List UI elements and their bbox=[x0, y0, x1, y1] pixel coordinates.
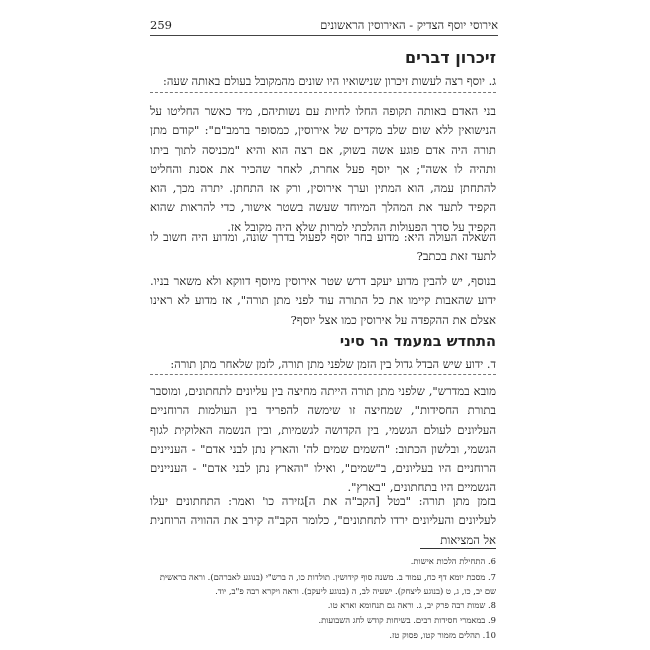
running-header bbox=[150, 17, 498, 35]
footnote-6: 6. התחילת הלכות אישות. bbox=[410, 556, 496, 566]
footnote-9: 9. במאמרי חסידות רבים. בשיחות קודש לחג השבועות. bbox=[318, 615, 496, 625]
paragraph-2: השאלה העולה היא: מדוע בחר יוסף לפעול בדרך שונה, ומדוע היה חשוב לו לתעד זאת בכתב? bbox=[150, 230, 496, 264]
page-number: 259 bbox=[150, 18, 172, 32]
question-divider bbox=[150, 92, 496, 93]
footnote-8: 8. שמות רבה פרק יב, ג. וראה גם תנחומא וארא טו. bbox=[327, 600, 496, 610]
paragraph-1: בני האדם באותה תקופה החלו לחיות עם נשותיהם, מיד כאשר החליטו על הנישואין ללא שום שלב מקדים של אירוסין, כמסופר ברמב"ם": "קודם מתן תורה היה אדם פוגע אשה בשוק, אם רצה הוא והיא "מכניסה לתוך ביתו ותהיה לו אשה"; אך יוסף פעל אחרת, לאחר שהכיר את אסנת והחליט להתחתן עמה, הוא המתין וערך אירוסין, ורק אז התחתן. יתרה מכך, הוא הקפיד לתעד את המהלך המיוחד שעשה בשטר אישור, כדי להראות שהוא הקפיד על סדר הפעולות ההלכתי למרות שלא היה מקובל אז. bbox=[150, 104, 496, 234]
paragraph-5: בזמן מתן תורה: "בטל [הקב"ה את ה]גזירה כו' ואמר: התחתונים יעלו לעליונים והעליונים ירדו לתחתונים", כלומר הקב"ה קירב את ההוויה הרוחנית אל המציאות bbox=[150, 494, 496, 547]
header-divider bbox=[150, 35, 498, 36]
paragraph-4: מובא במדרש", שלפני מתן תורה הייתה מחיצה בין עליונים לתחתונים, ומוסבר בתורת החסידות", שמחיצה זו שימשה להפריד בין העולמות הרוחניים העליונים לעולם הגשמי, בין הקדושה לגשמיות, ובין הנשמה האלוקית לגוף הגשמי, ובלשון הכתוב: "השמים שמים לה' והארץ נתן לבני אדם" - העניינים הרוחניים היו בעליונים, ב"שמים", ואילו "והארץ נתן לבני אדם" - העניינים הגשמיים היו בתחתונים, "בארץ". bbox=[150, 384, 496, 495]
footnote-divider bbox=[420, 548, 496, 549]
section-heading-sinai: התחדש במעמד הר סיני bbox=[339, 334, 496, 350]
section-question-g: ג. יוסף רצה לעשות זיכרון שנישואיו היו שונים מהמקובל בעולם באותה שעה: bbox=[163, 74, 496, 88]
question-divider bbox=[150, 374, 496, 375]
section-question-d: ד. ידוע שיש הבדל גדול בין הזמן שלפני מתן תורה, לזמן שלאחר מתן תורה: bbox=[170, 357, 496, 371]
running-header-title: אירוסי יוסף הצדיק - האירוסין הראשונים bbox=[320, 18, 498, 32]
paragraph-3: בנוסף, יש להבין מדוע יעקב דרש שטר אירוסין מיוסף דווקא ולא משאר בניו. ידוע שהאבות קיימו את כל התורה עוד לפני מתן תורה", אז מדוע לא ראינו אצלם את ההקפדה על אירוסין כמו אצל יוסף? bbox=[150, 274, 496, 327]
footnote-10: 10. תהלים מזמור קטו, פסוק טז. bbox=[389, 630, 496, 640]
section-heading-zikaron: זיכרון דברים bbox=[404, 48, 496, 67]
footnote-7: 7. מסכת יומא דף כח, עמוד ב. משנה סוף קידושין. תולדות כו, ה ברש"י (בנוגע לאברהם). וראה בראשית שם יב, כו, ג, ט (בנוגע ליצחק). ישעיה לב, ה (בנוגע ליעקב). וראה ויקרא רבה פ"ב, יוד. bbox=[159, 572, 496, 596]
